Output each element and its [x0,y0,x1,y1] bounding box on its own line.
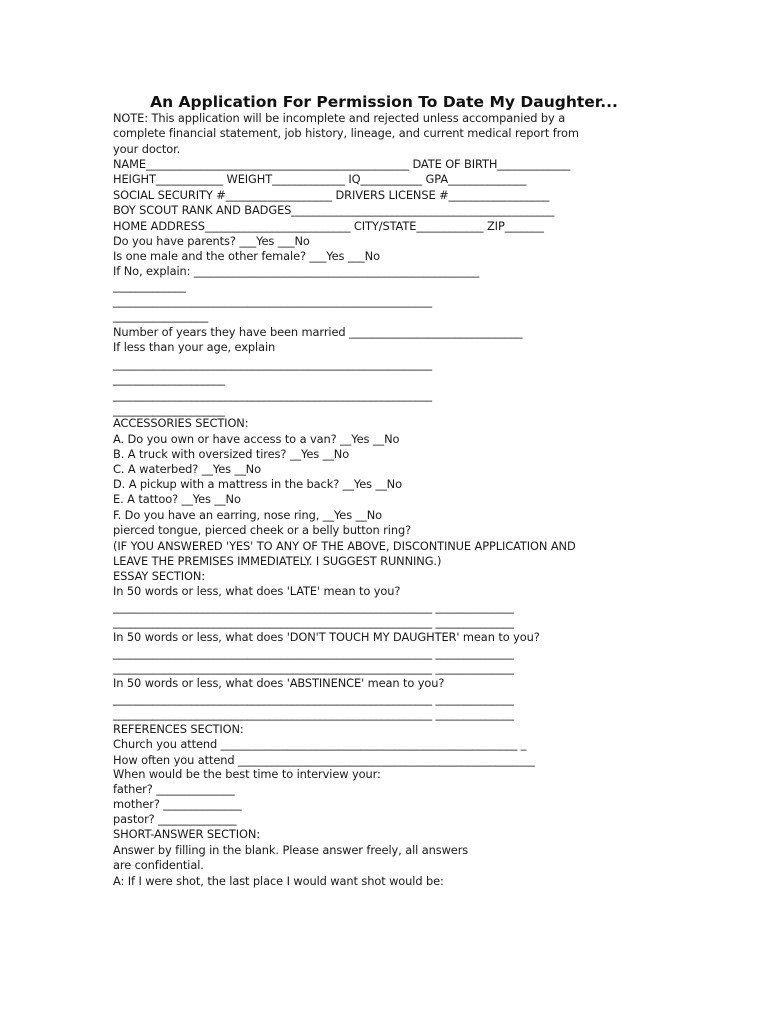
form-line[interactable]: If No, explain: ___________________________________________________ [113,264,480,278]
form-line: SHORT-ANSWER SECTION: [113,827,261,841]
form-line[interactable]: mother? ______________ [113,797,242,811]
form-line: In 50 words or less, what does 'DON'T TOUCH MY DAUGHTER' mean to you? [113,630,540,644]
form-line[interactable]: F. Do you have an earring, nose ring, __Yes __No [113,508,383,522]
form-line[interactable]: HOME ADDRESS__________________________ CITY/STATE____________ ZIP_______ [113,219,544,233]
form-line: Answer by filling in the blank. Please answer freely, all answers [113,843,469,857]
blank-answer-line[interactable]: _________________________________________________________ ______________ [113,646,514,660]
form-line[interactable]: How often you attend _____________________________________________________ [113,753,535,767]
form-line: In 50 words or less, what does 'ABSTINENCE' mean to you? [113,676,445,690]
form-line: A: If I were shot, the last place I would want shot would be: [113,874,444,888]
form-line[interactable]: D. A pickup with a mattress in the back? __Yes __No [113,477,402,491]
form-line: When would be the best time to interview your: [113,767,381,781]
form-line: ESSAY SECTION: [113,569,205,583]
form-line[interactable]: NAME_______________________________________________ DATE OF BIRTH_____________ [113,157,571,171]
document-title: An Application For Permission To Date My Daughter... [150,93,618,111]
form-line[interactable]: E. A tattoo? __Yes __No [113,492,241,506]
form-line[interactable]: Do you have parents? ___Yes ___No [113,234,310,248]
blank-answer-line[interactable]: _________________________________________________________ ______________ [113,692,514,706]
form-line[interactable]: HEIGHT____________ WEIGHT_____________ IQ___________ GPA______________ [113,172,527,186]
form-line: NOTE: This application will be incomplete and rejected unless accompanied by a [113,111,566,125]
form-line: your doctor. [113,142,181,156]
blank-answer-line[interactable]: _____________ [113,279,186,293]
form-line: ACCESSORIES SECTION: [113,416,249,430]
form-line: pierced tongue, pierced cheek or a belly button ring? [113,523,412,537]
blank-answer-line[interactable]: _________________________________________________________ ______________ [113,600,514,614]
form-line: If less than your age, explain [113,340,276,354]
blank-answer-line[interactable]: _________________________________________________________ ______________ [113,661,514,675]
blank-answer-line[interactable]: _________________________________________________________ [113,294,432,308]
form-line[interactable]: C. A waterbed? __Yes __No [113,462,261,476]
form-line[interactable]: BOY SCOUT RANK AND BADGES_______________________________________________ [113,203,555,217]
blank-answer-line[interactable]: ____________________ [113,403,225,417]
form-line: LEAVE THE PREMISES IMMEDIATELY. I SUGGEST RUNNING.) [113,554,442,568]
form-line[interactable]: Church you attend _____________________________________________________ _ [113,737,527,751]
form-line[interactable]: B. A truck with oversized tires? __Yes __No [113,447,350,461]
form-line[interactable]: father? ______________ [113,782,235,796]
blank-answer-line[interactable]: _________________________________________________________ [113,388,432,402]
form-line: are confidential. [113,858,204,872]
blank-answer-line[interactable]: _________________________________________________________ ______________ [113,615,514,629]
blank-answer-line[interactable]: _________________ [113,309,209,323]
form-line: (IF YOU ANSWERED 'YES' TO ANY OF THE ABOVE, DISCONTINUE APPLICATION AND [113,539,576,553]
form-line: REFERENCES SECTION: [113,722,244,736]
blank-answer-line[interactable]: _________________________________________________________ ______________ [113,707,514,721]
blank-answer-line[interactable]: _________________________________________________________ [113,357,432,371]
form-line: complete financial statement, job history, lineage, and current medical report from [113,126,579,140]
form-line[interactable]: Number of years they have been married _______________________________ [113,325,523,339]
form-line[interactable]: SOCIAL SECURITY #___________________ DRIVERS LICENSE #__________________ [113,188,550,202]
form-line[interactable]: pastor? ______________ [113,812,237,826]
blank-answer-line[interactable]: ____________________ [113,372,225,386]
form-line[interactable]: Is one male and the other female? ___Yes ___No [113,249,380,263]
form-line[interactable]: A. Do you own or have access to a van? __Yes __No [113,432,400,446]
form-line: In 50 words or less, what does 'LATE' mean to you? [113,584,401,598]
